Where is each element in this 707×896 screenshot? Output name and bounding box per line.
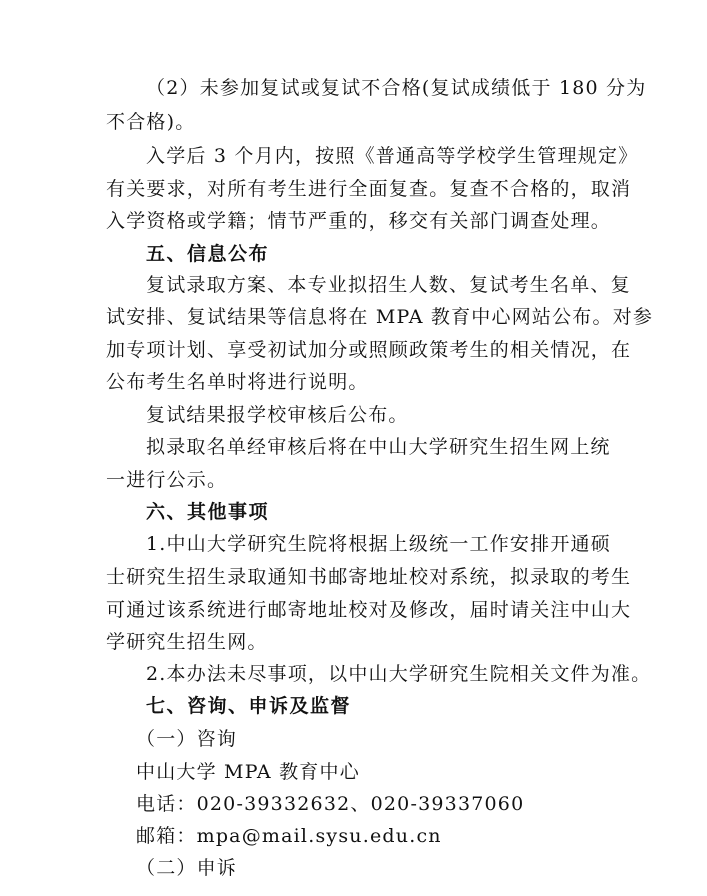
paragraph-line: 士研究生招生录取通知书邮寄地址校对系统，拟录取的考生 [106,566,632,588]
paragraph-line: 拟录取名单经审核后将在中山大学研究生招生网上统 [146,436,611,458]
contact-phone: 电话：020-39332632、020-39337060 [136,793,525,815]
paragraph-line: （2）未参加复试或复试不合格(复试成绩低于 180 分为 [146,77,647,99]
paragraph-line: 2.本办法未尽事项，以中山大学研究生院相关文件为准。 [146,663,652,685]
paragraph-line: 入学资格或学籍；情节严重的，移交有关部门调查处理。 [106,210,612,232]
paragraph-line: 1.中山大学研究生院将根据上级统一工作安排开通硕 [146,533,611,555]
paragraph-line: 试安排、复试结果等信息将在 MPA 教育中心网站公布。对参 [106,306,654,328]
paragraph-line: 复试录取方案、本专业拟招生人数、复试考生名单、复 [146,274,631,296]
contact-org: 中山大学 MPA 教育中心 [136,761,360,783]
section-heading-7: 七、咨询、申诉及监督 [146,695,352,717]
paragraph-line: 入学后 3 个月内，按照《普通高等学校学生管理规定》 [146,145,639,167]
section-heading-5: 五、信息公布 [146,243,270,265]
paragraph-line: 加专项计划、享受初试加分或照顾政策考生的相关情况，在 [106,339,632,361]
paragraph-line: 不合格)。 [106,111,196,133]
contact-email: 邮箱：mpa@mail.sysu.edu.cn [136,825,442,847]
subsection-heading: （二）申诉 [136,857,238,879]
subsection-heading: （一）咨询 [136,728,238,750]
section-heading-6: 六、其他事项 [146,501,270,523]
paragraph-line: 公布考生名单时将进行说明。 [106,371,369,393]
paragraph-line: 学研究生招生网。 [106,631,268,653]
paragraph-line: 一进行公示。 [106,469,228,491]
paragraph-line: 复试结果报学校审核后公布。 [146,404,409,426]
paragraph-line: 有关要求，对所有考生进行全面复查。复查不合格的，取消 [106,178,632,200]
paragraph-line: 可通过该系统进行邮寄地址校对及修改，届时请关注中山大 [106,599,632,621]
